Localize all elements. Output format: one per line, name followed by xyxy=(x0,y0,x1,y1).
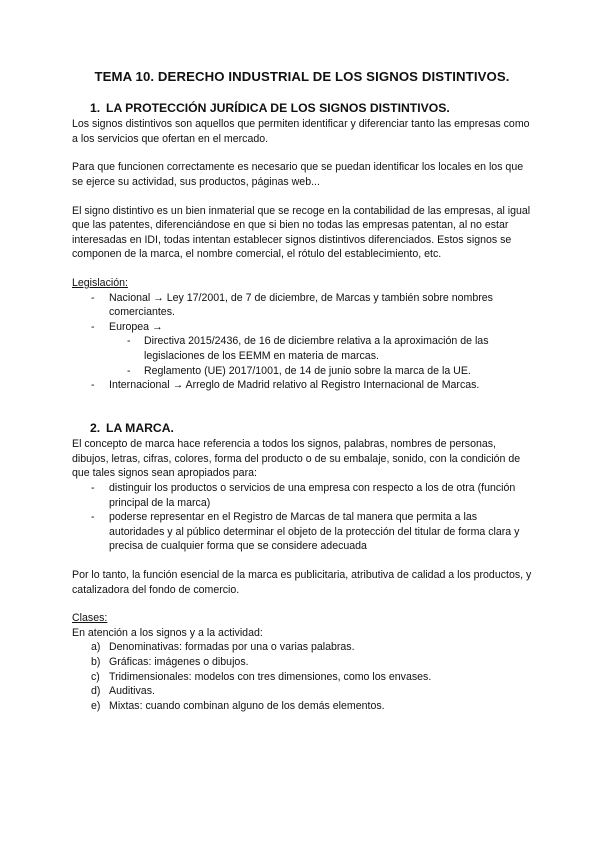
section-1-heading-text: LA PROTECCIÓN JURÍDICA DE LOS SIGNOS DISTINTIVOS. xyxy=(106,100,450,115)
marca-condition-1: - distinguir los productos o servicios de una empresa con respecto a los de otra (función principal de la marca) xyxy=(72,481,532,510)
section-1-paragraph-1: Los signos distintivos son aquellos que permiten identificar y diferenciar tanto las empresas como a los servicios que ofertan en el mercado. xyxy=(72,118,530,145)
clase-text: Denominativas: formadas por una o varias palabras. xyxy=(109,641,355,654)
section-2-heading xyxy=(90,421,532,436)
legislacion-europea-reglamento: - Reglamento (UE) 2017/1001, de 14 de junio sobre la marca de la UE. xyxy=(109,364,532,379)
section-2-paragraph-1: El concepto de marca hace referencia a todos los signos, palabras, nombres de personas, dibujos, letras, cifras, colores, forma del producto o de su embalaje, sonido, con la condición de que tales signos sean apropiados para: xyxy=(72,438,521,480)
section-2-heading-text: LA MARCA. xyxy=(106,420,174,435)
legislacion-item-internacional: - Internacional → Arreglo de Madrid relativo al Registro Internacional de Marcas. xyxy=(72,378,532,393)
clases-intro: En atención a los signos y a la actividad: xyxy=(72,626,263,639)
legislacion-europea-label: Europea → xyxy=(109,320,163,333)
document-title: TEMA 10. DERECHO INDUSTRIAL DE LOS SIGNOS DISTINTIVOS. xyxy=(94,69,510,84)
legislacion-list xyxy=(72,291,532,393)
clase-item xyxy=(72,699,532,714)
clase-item xyxy=(72,684,532,699)
clase-text: Gráficas: imágenes o dibujos. xyxy=(109,656,249,668)
legislacion-label: Legislación: xyxy=(72,276,128,289)
clase-item xyxy=(72,655,532,670)
section-1-heading xyxy=(90,101,532,116)
clase-item xyxy=(72,640,532,655)
legislacion-item-europea xyxy=(72,320,532,378)
clase-marker: b) xyxy=(91,656,101,668)
clase-item xyxy=(72,670,532,685)
clases-label: Clases: xyxy=(72,612,108,625)
clase-marker: c) xyxy=(91,670,100,683)
section-1-paragraph-3: El signo distintivo es un bien inmaterial que se recoge en la contabilidad de las empresas, al igual que las patentes, diferenciándose en que si bien no todas las empresas patentan, al no estar interesadas en IDI, todas intentan establecer signos distintivos diferenciados. Estos signos se componen de la marca, el nombre comercial, el rótulo del establecimiento, etc. xyxy=(72,204,531,261)
clase-marker: e) xyxy=(91,699,101,712)
clases-list xyxy=(72,640,532,713)
clase-text: Auditivas. xyxy=(109,685,155,698)
section-2-number: 2. xyxy=(90,420,101,435)
section-spacer xyxy=(72,407,532,421)
marca-condition-2: - poderse representar en el Registro de Marcas de tal manera que permita a las autoridades y al público determinar el objeto de la protección del titular de forma clara y precisa de cualquier forma que se considere adecuada xyxy=(72,510,532,554)
clase-marker: d) xyxy=(91,685,101,698)
clase-marker: a) xyxy=(91,641,101,654)
clase-text: Tridimensionales: modelos con tres dimensiones, como los envases. xyxy=(109,670,432,683)
section-2-paragraph-2: Por lo tanto, la función esencial de la marca es publicitaria, atributiva de calidad a los productos, y catalizadora del fondo de comercio. xyxy=(72,569,532,596)
legislacion-europea-sublist xyxy=(109,334,532,378)
marca-conditions-list xyxy=(72,481,532,554)
section-1-number: 1. xyxy=(90,100,101,115)
legislacion-europea-directiva: - Directiva 2015/2436, de 16 de diciembre relativa a la aproximación de las legislaciones de los EEMM en materia de marcas. xyxy=(109,334,532,363)
document-page xyxy=(72,70,532,713)
clase-text: Mixtas: cuando combinan alguno de los demás elementos. xyxy=(109,699,385,712)
legislacion-item-nacional: - Nacional → Ley 17/2001, de 7 de diciembre, de Marcas y también sobre nombres comerciantes. xyxy=(72,291,532,320)
section-1-paragraph-2: Para que funcionen correctamente es necesario que se puedan identificar los locales en los que se ejerce su actividad, sus productos, páginas web... xyxy=(72,161,524,188)
